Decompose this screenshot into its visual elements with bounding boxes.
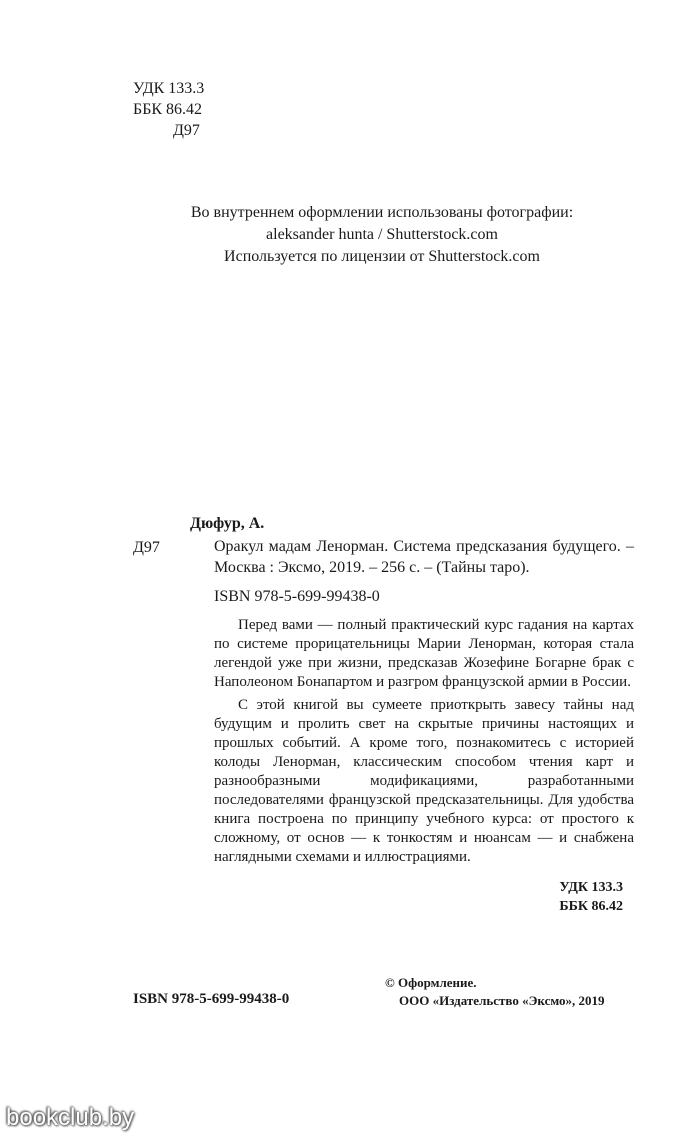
classification-codes-right (440, 878, 623, 916)
footer-isbn: ISBN 978-5-699-99438-0 (133, 991, 290, 1007)
copyright-publisher: ООО «Издательство «Эксмо», 2019 (399, 993, 605, 1008)
catalog-description: Оракул мадам Ленорман. Система предсказания будущего. – Москва : Эксмо, 2019. – 256 с. – (Тайны таро). (214, 538, 634, 576)
annotation-paragraph: С этой книгой вы сумеете приоткрыть завесу тайны над будущим и пролить свет на скрытые причины настоящих и прошлых событий. А кроме того, познакомитесь с историей колоды Ленорман, классическим способом чтения карт и разнообразными модификациями, разработанными последователями французской предсказательницы. Для удобства книга построена по принципу учебного курса: от простого к сложному, от основ — к тонкостям и нюансам — и снабжена наглядными схемами и иллюстрациями. (214, 697, 634, 865)
photo-credit-line-3: Используется по лицензии от Shutterstock.com (224, 248, 540, 265)
photo-credit-line-2: aleksander hunta / Shutterstock.com (266, 226, 498, 243)
author-mark: Д97 (173, 122, 200, 139)
annotation (214, 616, 634, 871)
udk-code: УДК 133.3 (133, 80, 205, 97)
catalog-author: Дюфур, А. (190, 515, 265, 532)
photo-credit (0, 202, 700, 268)
photo-credit-line-1: Во внутреннем оформлении использованы фотографии: (190, 204, 574, 221)
copyright (385, 974, 605, 1010)
bbk-code: ББК 86.42 (559, 899, 623, 914)
bbk-code: ББК 86.42 (133, 101, 203, 118)
copyright-design: © Оформление. (385, 975, 477, 990)
catalog-isbn: ISBN 978-5-699-99438-0 (214, 588, 380, 605)
classification-codes-top (133, 78, 204, 141)
udk-code: УДК 133.3 (559, 880, 623, 895)
watermark: bookclub.by (6, 1104, 135, 1131)
catalog-author-mark: Д97 (133, 539, 160, 556)
annotation-paragraph: Перед вами — полный практический курс гадания на картах по системе прорицательницы Марии Ленорман, которая стала легендой уже при жизни, предсказав Жозефине Богарне брак с Наполеоном Бонапартом и разгром французской армии в России. (214, 617, 634, 690)
